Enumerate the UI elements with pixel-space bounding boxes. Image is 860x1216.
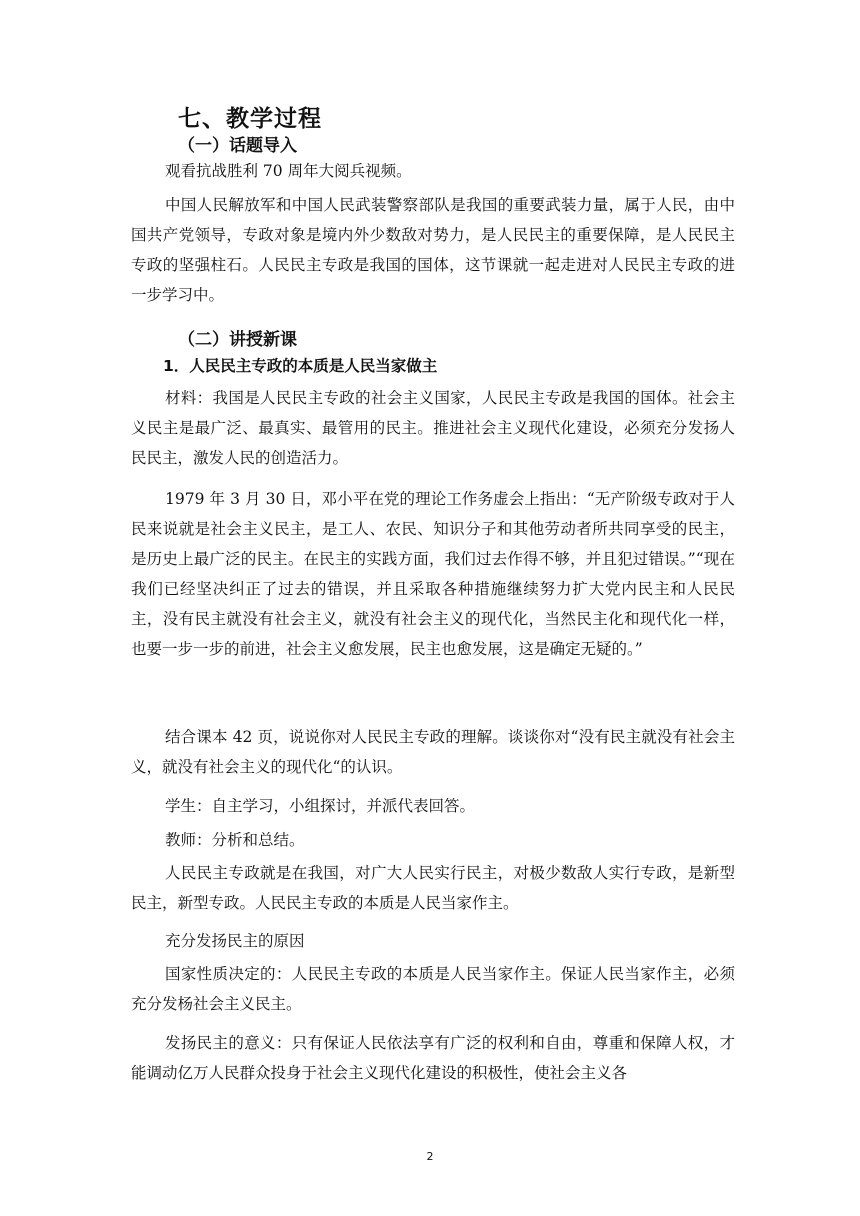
- paragraph-task: 结合课本 42 页，说说你对人民民主专政的理解。谈谈你对“没有民主就没有社会主义，就没有社会主义的现代化“的认识。: [131, 728, 735, 776]
- paragraph-reason: 充分发扬民主的原因: [165, 932, 305, 950]
- paragraph-deng-quote: 1979 年 3 月 30 日，邓小平在党的理论工作务虚会上指出：“无产阶级专政对于人民来说就是社会主义民主，是工人、农民、知识分子和其他劳动者所共同享受的民主，是历史上最广泛的民主。在民主的实践方面，我们过去作得不够，并且犯过错误。”“现在我们已经坚决纠正了过去的错误，并且采取各种措施继续努力扩大党内民主和人民民主，没有民主就没有社会主义，就没有社会主义的现代化，当然民主化和现代化一样，也要一步一步的前进，社会主义愈发展，民主也愈发展，这是确定无疑的。”: [131, 490, 735, 658]
- section-title: 七、教学过程: [178, 106, 322, 132]
- paragraph-teacher: 教师：分析和总结。: [165, 831, 305, 849]
- subsection-heading-new-lesson: （二）讲授新课: [178, 330, 297, 350]
- paragraph-meaning: 发扬民主的意义：只有保证人民依法享有广泛的权利和自由，尊重和保障人权，才能调动亿万人民群众投身于社会主义现代化建设的积极性，使社会主义各: [131, 1034, 735, 1082]
- paragraph-state-nature: 国家性质决定的：人民民主专政的本质是人民当家作主。保证人民当家作主，必须充分发杨社会主义民主。: [131, 965, 735, 1013]
- paragraph-definition: 人民民主专政就是在我国，对广大人民实行民主，对极少数敌人实行专政，是新型民主，新型专政。人民民主专政的本质是人民当家作主。: [131, 864, 735, 912]
- paragraph-material: 材料：我国是人民民主专政的社会主义国家，人民民主专政是我国的国体。社会主义民主是最广泛、最真实、最管用的民主。推进社会主义现代化建设，必须充分发扬人民民主，激发人民的创造活力。: [131, 389, 735, 467]
- page-number: 2: [426, 1150, 434, 1163]
- paragraph-video: 观看抗战胜利 70 周年大阅兵视频。: [165, 162, 412, 180]
- paragraph-intro: 中国人民解放军和中国人民武装警察部队是我国的重要武装力量，属于人民，由中国共产党领导，专政对象是境内外少数敌对势力，是人民民主的重要保障，是人民民主专政的坚强柱石。人民民主专政是我国的国体，这节课就一起走进对人民民主专政的进一步学习中。: [131, 196, 735, 304]
- point-heading-1: 1．人民民主专政的本质是人民当家做主: [163, 357, 438, 375]
- subsection-heading-intro: （一）话题导入: [178, 136, 297, 156]
- paragraph-student: 学生：自主学习，小组探讨，并派代表回答。: [165, 797, 476, 815]
